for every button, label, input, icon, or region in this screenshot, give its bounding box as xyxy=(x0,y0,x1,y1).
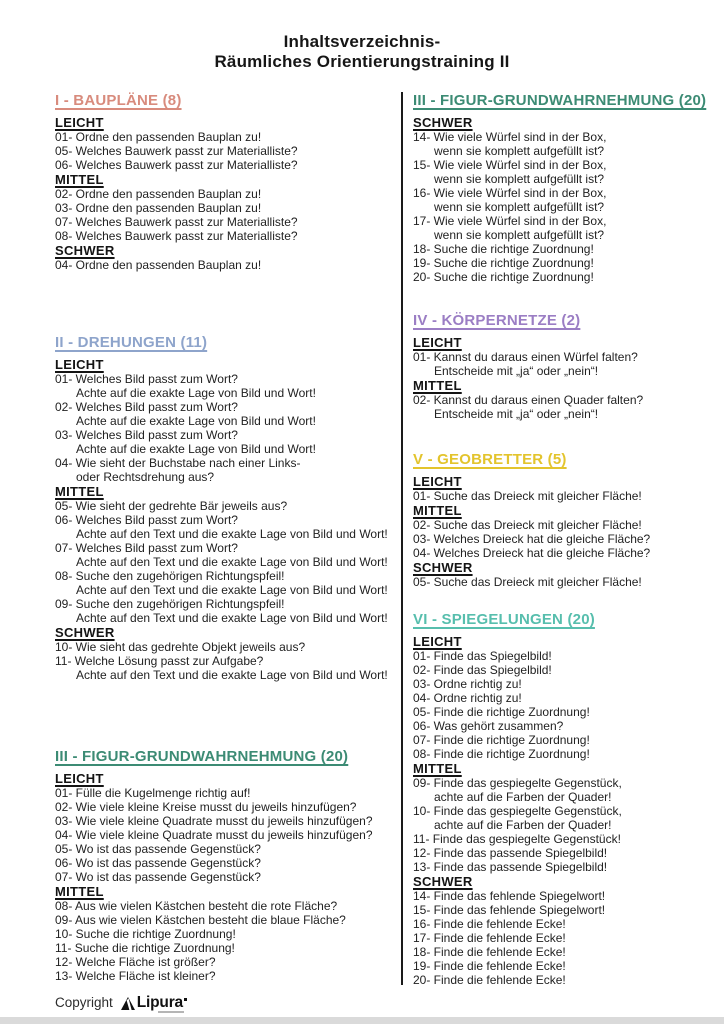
toc-item-subline: wenn sie komplett aufgefüllt ist? xyxy=(434,228,605,242)
toc-section xyxy=(55,748,401,983)
difficulty-label: LEICHT xyxy=(413,474,462,489)
toc-item-subline: Achte auf den Text und die exakte Lage von Bild und Wort! xyxy=(76,527,388,541)
difficulty-label: SCHWER xyxy=(55,625,115,640)
toc-item: 09- Aus wie vielen Kästchen besteht die blaue Fläche? xyxy=(55,913,346,927)
lipura-triangle-icon xyxy=(121,997,135,1010)
toc-item: 15- Wie viele Würfel sind in der Box, xyxy=(413,158,607,172)
difficulty-label: LEICHT xyxy=(55,771,104,786)
lipura-logo xyxy=(121,993,187,1011)
toc-item: 07- Welches Bauwerk passt zur Materialliste? xyxy=(55,215,298,229)
toc-item: 07- Wo ist das passende Gegenstück? xyxy=(55,870,261,884)
toc-item: 19- Finde die fehlende Ecke! xyxy=(413,959,566,973)
toc-item: 18- Finde die fehlende Ecke! xyxy=(413,945,566,959)
toc-item: 02- Finde das Spiegelbild! xyxy=(413,663,552,677)
toc-item: 04- Wie sieht der Buchstabe nach einer Links- xyxy=(55,456,301,470)
toc-item-subline: achte auf die Farben der Quader! xyxy=(434,818,612,832)
toc-item: 07- Finde die richtige Zuordnung! xyxy=(413,733,590,747)
toc-item: 01- Fülle die Kugelmenge richtig auf! xyxy=(55,786,251,800)
toc-item-subline: achte auf die Farben der Quader! xyxy=(434,790,612,804)
logo-tagline xyxy=(158,1011,184,1013)
toc-item: 14- Finde das fehlende Spiegelwort! xyxy=(413,889,606,903)
toc-item-subline: Entscheide mit „ja“ oder „nein“! xyxy=(434,364,599,378)
page-title xyxy=(0,32,724,72)
toc-item: 08- Aus wie vielen Kästchen besteht die rote Fläche? xyxy=(55,899,338,913)
toc-item: 05- Finde die richtige Zuordnung! xyxy=(413,705,590,719)
toc-item: 11- Finde das gespiegelte Gegenstück! xyxy=(413,832,621,846)
toc-section xyxy=(413,92,715,284)
toc-item-subline: oder Rechtsdrehung aus? xyxy=(76,470,215,484)
toc-item: 09- Finde das gespiegelte Gegenstück, xyxy=(413,776,622,790)
toc-section xyxy=(55,92,401,272)
toc-item: 05- Welches Bauwerk passt zur Materialliste? xyxy=(55,144,298,158)
toc-item: 03- Wie viele kleine Quadrate musst du jeweils hinzufügen? xyxy=(55,814,373,828)
toc-item: 02- Suche das Dreieck mit gleicher Fläche! xyxy=(413,518,642,532)
toc-item: 13- Finde das passende Spiegelbild! xyxy=(413,860,608,874)
toc-item: 01- Welches Bild passt zum Wort? xyxy=(55,372,238,386)
toc-item: 02- Wie viele kleine Kreise musst du jeweils hinzufügen? xyxy=(55,800,357,814)
toc-item: 14- Wie viele Würfel sind in der Box, xyxy=(413,130,607,144)
difficulty-label: MITTEL xyxy=(55,884,104,899)
toc-item: 04- Wie viele kleine Quadrate musst du jeweils hinzufügen? xyxy=(55,828,373,842)
toc-item: 06- Wo ist das passende Gegenstück? xyxy=(55,856,261,870)
section-title[interactable]: II - DREHUNGEN (11) xyxy=(55,334,208,351)
toc-item: 10- Suche die richtige Zuordnung! xyxy=(55,927,236,941)
difficulty-label: MITTEL xyxy=(413,378,462,393)
toc-item-subline: Achte auf den Text und die exakte Lage von Bild und Wort! xyxy=(76,583,388,597)
toc-item: 03- Ordne richtig zu! xyxy=(413,677,522,691)
section-title[interactable]: V - GEOBRETTER (5) xyxy=(413,451,567,468)
toc-columns xyxy=(55,92,715,987)
toc-item: 10- Finde das gespiegelte Gegenstück, xyxy=(413,804,622,818)
toc-item: 03- Ordne den passenden Bauplan zu! xyxy=(55,201,262,215)
page-edge xyxy=(0,1017,724,1024)
difficulty-label: MITTEL xyxy=(55,484,104,499)
trademark-icon xyxy=(184,998,187,1001)
toc-item: 12- Welche Fläche ist größer? xyxy=(55,955,216,969)
toc-section xyxy=(413,451,715,589)
toc-item: 16- Wie viele Würfel sind in der Box, xyxy=(413,186,607,200)
toc-item-subline: Achte auf den Text und die exakte Lage von Bild und Wort! xyxy=(76,668,388,682)
toc-item: 15- Finde das fehlende Spiegelwort! xyxy=(413,903,606,917)
toc-section xyxy=(413,312,715,421)
toc-item: 12- Finde das passende Spiegelbild! xyxy=(413,846,608,860)
column-left xyxy=(55,92,401,987)
toc-item: 02- Ordne den passenden Bauplan zu! xyxy=(55,187,262,201)
toc-item-subline: Entscheide mit „ja“ oder „nein“! xyxy=(434,407,599,421)
toc-item: 07- Welches Bild passt zum Wort? xyxy=(55,541,238,555)
toc-item: 09- Suche den zugehörigen Richtungspfeil! xyxy=(55,597,285,611)
page-title-line2: Räumliches Orientierungstraining II xyxy=(214,52,510,71)
difficulty-label: MITTEL xyxy=(413,503,462,518)
toc-item: 11- Suche die richtige Zuordnung! xyxy=(55,941,235,955)
toc-item: 06- Was gehört zusammen? xyxy=(413,719,564,733)
difficulty-label: LEICHT xyxy=(55,115,104,130)
toc-item: 10- Wie sieht das gedrehte Objekt jeweils aus? xyxy=(55,640,306,654)
toc-item: 05- Wie sieht der gedrehte Bär jeweils aus? xyxy=(55,499,288,513)
toc-item: 18- Suche die richtige Zuordnung! xyxy=(413,242,594,256)
section-title[interactable]: IV - KÖRPERNETZE (2) xyxy=(413,312,581,329)
difficulty-label: LEICHT xyxy=(55,357,104,372)
toc-item: 19- Suche die richtige Zuordnung! xyxy=(413,256,594,270)
difficulty-label: SCHWER xyxy=(55,243,115,258)
toc-item: 01- Suche das Dreieck mit gleicher Fläche! xyxy=(413,489,642,503)
toc-item: 05- Wo ist das passende Gegenstück? xyxy=(55,842,261,856)
difficulty-label: MITTEL xyxy=(413,761,462,776)
toc-item: 08- Suche den zugehörigen Richtungspfeil! xyxy=(55,569,285,583)
difficulty-label: SCHWER xyxy=(413,560,473,575)
toc-item: 03- Welches Dreieck hat die gleiche Fläche? xyxy=(413,532,651,546)
toc-item-subline: Achte auf die exakte Lage von Bild und Wort! xyxy=(76,386,316,400)
section-title[interactable]: VI - SPIEGELUNGEN (20) xyxy=(413,611,595,628)
section-title[interactable]: I - BAUPLÄNE (8) xyxy=(55,92,182,109)
page-title-line1: Inhaltsverzeichnis- xyxy=(283,32,441,51)
toc-item: 03- Welches Bild passt zum Wort? xyxy=(55,428,238,442)
toc-item-subline: Achte auf den Text und die exakte Lage von Bild und Wort! xyxy=(76,555,388,569)
toc-item: 02- Kannst du daraus einen Quader falten? xyxy=(413,393,644,407)
toc-item: 06- Welches Bauwerk passt zur Materialliste? xyxy=(55,158,298,172)
difficulty-label: LEICHT xyxy=(413,634,462,649)
difficulty-label: MITTEL xyxy=(55,172,104,187)
toc-item: 08- Welches Bauwerk passt zur Materialliste? xyxy=(55,229,298,243)
toc-item: 04- Ordne den passenden Bauplan zu! xyxy=(55,258,262,272)
column-right xyxy=(403,92,715,987)
toc-item-subline: wenn sie komplett aufgefüllt ist? xyxy=(434,144,605,158)
toc-section xyxy=(55,334,401,682)
toc-item-subline: Achte auf die exakte Lage von Bild und Wort! xyxy=(76,442,316,456)
section-title[interactable]: III - FIGUR-GRUNDWAHRNEHMUNG (20) xyxy=(55,748,349,765)
toc-item: 02- Welches Bild passt zum Wort? xyxy=(55,400,238,414)
toc-item: 13- Welche Fläche ist kleiner? xyxy=(55,969,216,983)
difficulty-label: LEICHT xyxy=(413,335,462,350)
toc-section xyxy=(413,611,715,987)
toc-item: 01- Ordne den passenden Bauplan zu! xyxy=(55,130,262,144)
toc-item: 11- Welche Lösung passt zur Aufgabe? xyxy=(55,654,264,668)
toc-item: 08- Finde die richtige Zuordnung! xyxy=(413,747,590,761)
toc-item-subline: wenn sie komplett aufgefüllt ist? xyxy=(434,172,605,186)
toc-item: 20- Finde die fehlende Ecke! xyxy=(413,973,566,987)
section-title[interactable]: III - FIGUR-GRUNDWAHRNEHMUNG (20) xyxy=(413,92,707,109)
toc-item-subline: Achte auf die exakte Lage von Bild und Wort! xyxy=(76,414,316,428)
toc-item: 17- Wie viele Würfel sind in der Box, xyxy=(413,214,607,228)
difficulty-label: SCHWER xyxy=(413,115,473,130)
toc-item: 16- Finde die fehlende Ecke! xyxy=(413,917,566,931)
toc-item-subline: Achte auf den Text und die exakte Lage von Bild und Wort! xyxy=(76,611,388,625)
footer xyxy=(55,995,187,1010)
toc-item-subline: wenn sie komplett aufgefüllt ist? xyxy=(434,200,605,214)
toc-item: 04- Welches Dreieck hat die gleiche Fläche? xyxy=(413,546,651,560)
toc-item: 20- Suche die richtige Zuordnung! xyxy=(413,270,594,284)
difficulty-label: SCHWER xyxy=(413,874,473,889)
toc-item: 06- Welches Bild passt zum Wort? xyxy=(55,513,238,527)
brand-name: Lipura xyxy=(136,993,183,1011)
toc-item: 17- Finde die fehlende Ecke! xyxy=(413,931,566,945)
toc-item: 05- Suche das Dreieck mit gleicher Fläche! xyxy=(413,575,642,589)
toc-item: 04- Ordne richtig zu! xyxy=(413,691,522,705)
toc-item: 01- Finde das Spiegelbild! xyxy=(413,649,552,663)
toc-item: 01- Kannst du daraus einen Würfel falten? xyxy=(413,350,638,364)
copyright-label: Copyright xyxy=(55,995,113,1010)
